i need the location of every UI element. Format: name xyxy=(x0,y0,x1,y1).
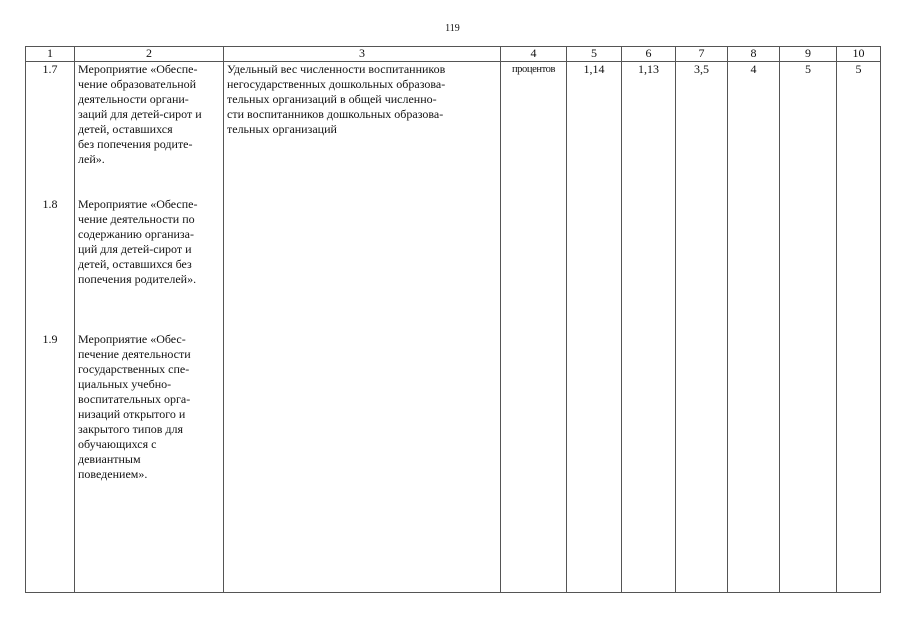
value-cell: 1,14 xyxy=(567,62,622,593)
row-id: 1.8 xyxy=(42,197,58,211)
value-cell: 1,13 xyxy=(622,62,676,593)
row-id: 1.9 xyxy=(42,332,58,346)
value-cell: 4 xyxy=(728,62,780,593)
col-header-7: 7 xyxy=(676,47,728,62)
activity-text: Мероприятие «Обеспе- чение деятельности по содержанию организа- ций для детей-сирот и детей, оставшихся без попечения родителей». xyxy=(78,197,198,286)
activities-cell xyxy=(75,62,224,593)
activity-text: Мероприятие «Обес- печение деятельности государственных спе- циальных учебно- воспитательных орга- низаций открытого и закрытого типов для обучающихся с девиантным поведением». xyxy=(78,332,191,481)
value-cell: 5 xyxy=(837,62,881,593)
table-row xyxy=(26,62,881,593)
col-header-8: 8 xyxy=(728,47,780,62)
col-header-2: 2 xyxy=(75,47,224,62)
col-header-6: 6 xyxy=(622,47,676,62)
col-header-3: 3 xyxy=(224,47,501,62)
col-header-9: 9 xyxy=(780,47,837,62)
row-id: 1.7 xyxy=(42,62,58,76)
col-header-4: 4 xyxy=(501,47,567,62)
row-ids-cell xyxy=(26,62,75,593)
program-table xyxy=(25,46,881,593)
col-header-5: 5 xyxy=(567,47,622,62)
value-cell: 3,5 xyxy=(676,62,728,593)
header-row xyxy=(26,47,881,62)
value-cell: 5 xyxy=(780,62,837,593)
col-header-10: 10 xyxy=(837,47,881,62)
unit-cell: процентов xyxy=(501,62,567,593)
col-header-1: 1 xyxy=(26,47,75,62)
page-number: 119 xyxy=(445,23,460,34)
indicator-cell: Удельный вес численности воспитанников негосударственных дошкольных образова- тельных организаций в общей численно- сти воспитанников дошкольных образова- тельных организаций xyxy=(224,62,501,593)
activity-text: Мероприятие «Обеспе- чение образовательной деятельности органи- заций для детей-сирот и детей, оставшихся без попечения родите- лей». xyxy=(78,62,202,166)
